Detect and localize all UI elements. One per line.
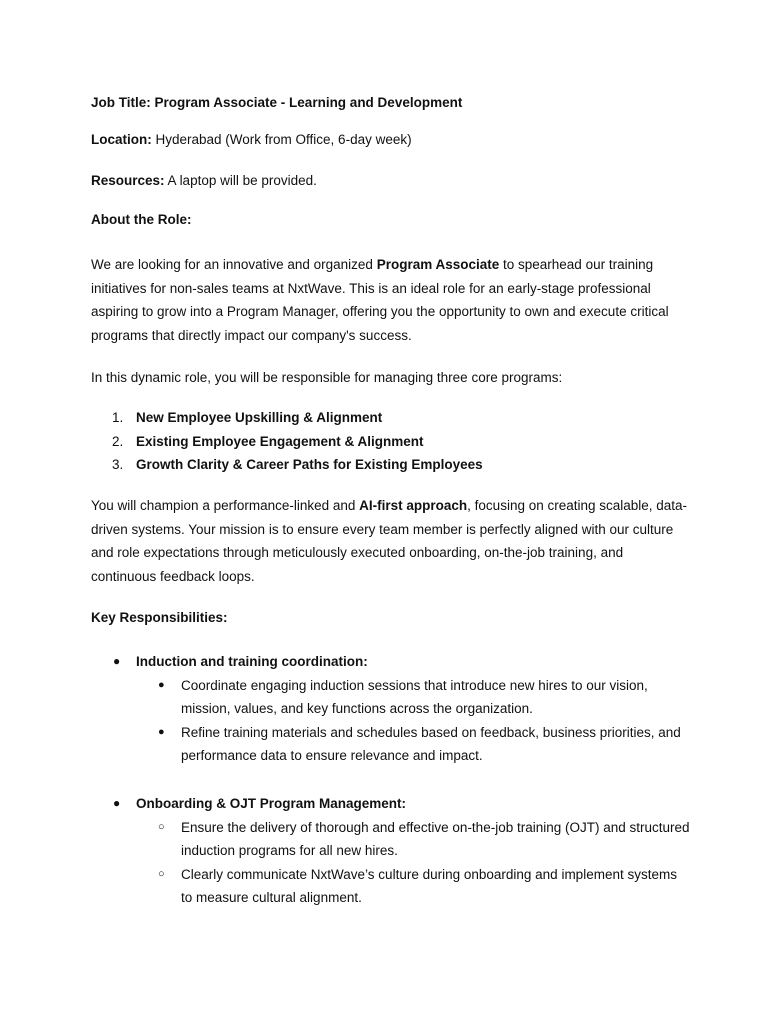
bullet-icon: ● — [113, 654, 121, 668]
about-p3-bold: AI-first approach — [359, 498, 468, 513]
item-text: Clearly communicate NxtWave’s culture during onboarding and implement systems to measure cultural alignment. — [181, 866, 677, 905]
responsibility-section — [91, 792, 691, 910]
program-label: Existing Employee Engagement & Alignment — [136, 433, 424, 449]
about-p3-text-after: , focusing on creating scalable, data-driven systems. Your mission is to ensure every team member is perfectly aligned with our culture and role expectations through meticulously executed onboarding, on-the-job training, and continuous feedback loops. — [91, 498, 688, 584]
about-paragraph-2: In this dynamic role, you will be responsible for managing three core programs: — [91, 370, 563, 385]
list-item — [91, 453, 691, 477]
list-item — [91, 674, 691, 721]
location-value: Hyderabad (Work from Office, 6-day week) — [151, 132, 412, 147]
about-p3-text: You will champion a performance-linked and — [91, 498, 360, 513]
list-number: 3. — [112, 457, 124, 472]
list-item — [91, 721, 691, 768]
location-line — [91, 128, 691, 152]
list-item — [91, 406, 691, 430]
about-p1-text: We are looking for an innovative and organized — [91, 257, 377, 272]
section-title: Onboarding & OJT Program Management: — [136, 796, 407, 811]
about-paragraph-3 — [91, 494, 691, 588]
item-text: Refine training materials and schedules based on feedback, business priorities, and performance data to ensure relevance and impact. — [181, 724, 681, 763]
about-heading: About the Role: — [91, 212, 192, 227]
list-item — [91, 863, 691, 910]
bullet-icon: ● — [113, 796, 121, 810]
responsibility-section — [91, 650, 691, 768]
responsibilities-heading: Key Responsibilities: — [91, 610, 228, 625]
job-title: Job Title: Program Associate - Learning and Development — [91, 95, 463, 110]
core-programs-list — [91, 406, 691, 477]
bullet-icon: ● — [158, 725, 165, 738]
about-paragraph-1 — [91, 253, 691, 347]
location-label: Location: — [91, 132, 152, 147]
list-number: 2. — [112, 433, 124, 449]
program-label: New Employee Upskilling & Alignment — [136, 410, 383, 425]
item-text: Coordinate engaging induction sessions that introduce new hires to our vision, mission, values, and key functions across the organization. — [181, 677, 648, 716]
list-item — [91, 816, 691, 863]
item-text: Ensure the delivery of thorough and effective on-the-job training (OJT) and structured induction programs for all new hires. — [181, 819, 690, 858]
section-title: Induction and training coordination: — [136, 654, 368, 669]
resources-value: A laptop will be provided. — [164, 173, 317, 188]
about-p1-text-after: to spearhead our training initiatives for non-sales teams at NxtWave. This is an ideal role for an early-stage professional aspiring to grow into a Program Manager, offering you the opportunity to own and execute critical programs that directly impact our company's success. — [91, 257, 669, 343]
list-number: 1. — [112, 410, 124, 425]
program-label: Growth Clarity & Career Paths for Existing Employees — [136, 457, 483, 472]
hollow-bullet-icon: ○ — [158, 820, 165, 833]
list-item — [91, 430, 691, 454]
bullet-icon: ● — [158, 678, 165, 691]
about-p1-bold: Program Associate — [376, 257, 500, 272]
hollow-bullet-icon: ○ — [158, 867, 165, 880]
resources-label: Resources: — [91, 173, 165, 188]
resources-line — [91, 169, 691, 193]
